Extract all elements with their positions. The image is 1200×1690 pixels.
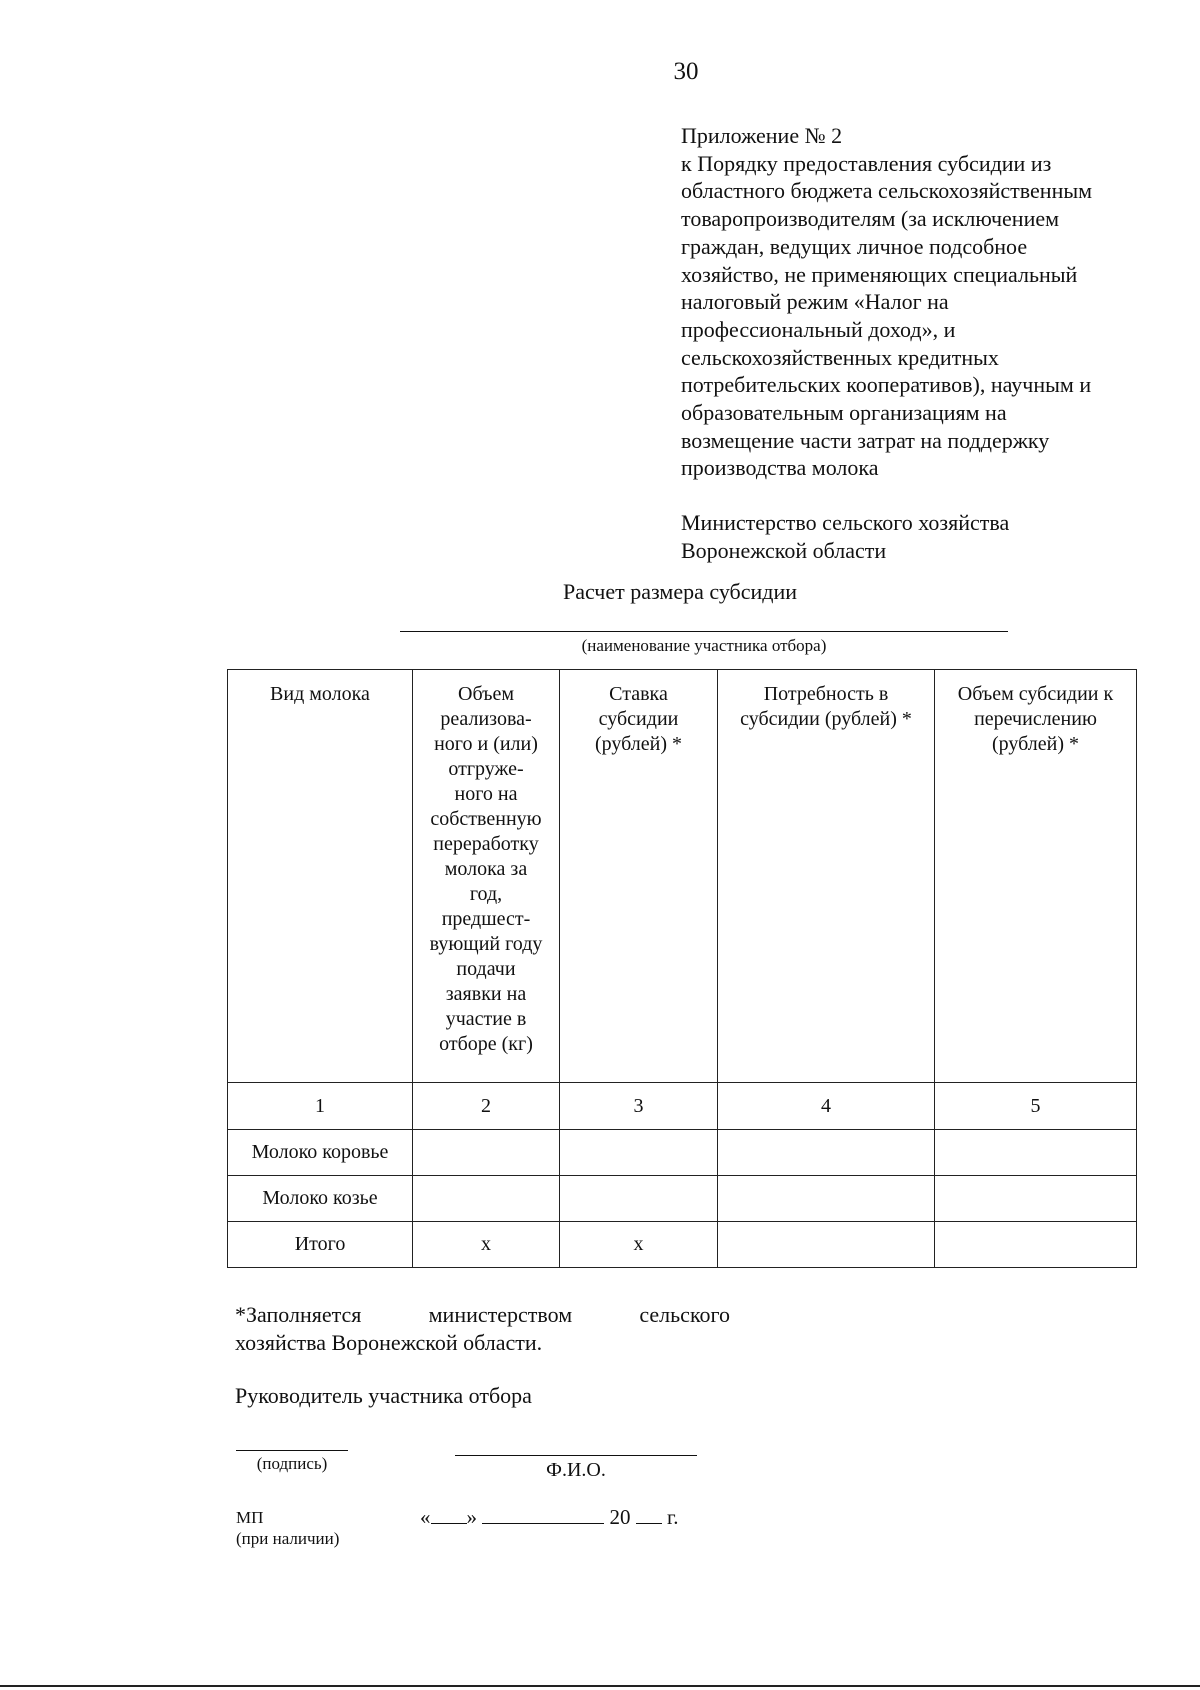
full-name-caption: Ф.И.О.: [546, 1459, 606, 1481]
column-number: 1: [228, 1083, 413, 1130]
column-number-row: [228, 1083, 1137, 1130]
table-cell[interactable]: [935, 1222, 1137, 1268]
table-cell[interactable]: [560, 1176, 718, 1222]
participant-name-line[interactable]: [400, 631, 1008, 632]
appendix-reference: [681, 122, 1181, 482]
appendix-block: [681, 122, 1181, 565]
appendix-line: товаропроизводителям (за исключением: [681, 206, 1060, 232]
column-number: 4: [718, 1083, 935, 1130]
appendix-line: возмещение части затрат на поддержку: [681, 427, 1050, 453]
row-label: Итого: [228, 1222, 413, 1268]
appendix-line: производства молока: [681, 455, 879, 481]
table-cell[interactable]: [413, 1130, 560, 1176]
appendix-line: налоговый режим «Налог на: [681, 289, 949, 315]
header-subsidy-rate: Ставка субсидии (рублей) *: [560, 670, 718, 1083]
appendix-line: граждан, ведущих личное подсобное: [681, 233, 1028, 259]
page-number: 30: [673, 58, 699, 85]
appendix-line: профессиональный доход», и: [681, 316, 956, 342]
signature-caption: (подпись): [256, 1454, 328, 1473]
header-volume: Объем реализова- ного и (или) отгруже- ного на собственную переработку молока за год, предшест- вующий году подачи заявки на участие в отборе (кг): [413, 670, 560, 1083]
table-cell: x: [560, 1222, 718, 1268]
table-cell[interactable]: [718, 1130, 935, 1176]
table-row: [228, 1130, 1137, 1176]
appendix-line: областного бюджета сельскохозяйственным: [681, 178, 1093, 204]
table-cell: x: [413, 1222, 560, 1268]
appendix-line: к Порядку предоставления субсидии из: [681, 150, 1052, 176]
subsidy-calculation-table: [227, 669, 1137, 1268]
table-cell[interactable]: [718, 1176, 935, 1222]
appendix-line: образовательным организациям на: [681, 400, 1007, 426]
row-label: Молоко козье: [228, 1176, 413, 1222]
date-field: « » 20 г.: [420, 1505, 679, 1529]
footnote: [235, 1301, 730, 1357]
participant-name-caption: (наименование участника отбора): [581, 636, 827, 655]
header-milk-type: Вид молока: [228, 670, 413, 1083]
table-cell[interactable]: [560, 1130, 718, 1176]
table-cell[interactable]: [935, 1130, 1137, 1176]
appendix-line: хозяйство, не применяющих специальный: [681, 261, 1078, 287]
footnote-line: *Заполняется министерством сельского: [235, 1302, 730, 1327]
header-subsidy-transfer: Объем субсидии к перечислению (рублей) *: [935, 670, 1137, 1083]
stamp-label: МП (при наличии): [236, 1508, 340, 1548]
addressee: [681, 509, 1181, 564]
full-name-line[interactable]: [455, 1455, 697, 1456]
month-blank[interactable]: [482, 1505, 604, 1524]
appendix-line: сельскохозяйственных кредитных: [681, 344, 999, 370]
table-cell[interactable]: [718, 1222, 935, 1268]
document-title: Расчет размера субсидии: [562, 579, 798, 604]
header-subsidy-need: Потребность в субсидии (рублей) *: [718, 670, 935, 1083]
appendix-title: Приложение № 2: [681, 123, 843, 148]
signature-line[interactable]: [236, 1450, 348, 1451]
column-number: 5: [935, 1083, 1137, 1130]
table-cell[interactable]: [935, 1176, 1137, 1222]
table-row: [228, 1176, 1137, 1222]
table-cell[interactable]: [413, 1176, 560, 1222]
footnote-line: хозяйства Воронежской области.: [235, 1330, 543, 1355]
addressee-line: Министерство сельского хозяйства: [681, 510, 1010, 536]
bottom-border: [0, 1685, 1200, 1687]
appendix-line: потребительских кооперативов), научным и: [681, 372, 1092, 398]
year-blank[interactable]: [636, 1505, 662, 1524]
table-header-row: [228, 670, 1137, 1083]
row-label: Молоко коровье: [228, 1130, 413, 1176]
addressee-line: Воронежской области: [681, 537, 887, 563]
column-number: 3: [560, 1083, 718, 1130]
head-of-participant-label: Руководитель участника отбора: [235, 1383, 532, 1408]
column-number: 2: [413, 1083, 560, 1130]
day-blank[interactable]: [431, 1505, 467, 1524]
table-row-total: [228, 1222, 1137, 1268]
